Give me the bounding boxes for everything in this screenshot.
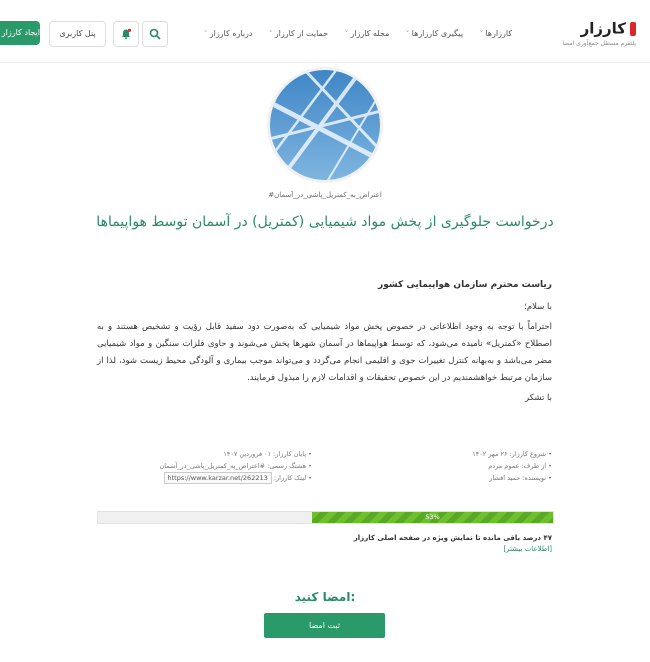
- logo-name: کارزار: [580, 19, 626, 38]
- submit-signature-button[interactable]: ثبت امضا: [264, 613, 385, 638]
- petition-meta: [97, 448, 552, 498]
- meta-official-hashtag[interactable]: • هشتگ رسمی: #اعتراض_به_کمتریل_پاشی_در_آسمان: [159, 462, 312, 470]
- meta-author: • نویسنده: حمید افشار: [489, 474, 552, 482]
- meta-end-date: • پایان کارزار: ۰۱ فروردین ۱۴۰۷: [223, 450, 312, 458]
- petition-closing: با تشکر: [525, 393, 552, 403]
- progress-remaining-text: ۴۷ درصد باقی مانده تا نمایش ویژه در صفحه اصلی کارزار: [353, 534, 552, 542]
- nav-item-followup[interactable]: پیگیری کارزارها ˅: [406, 29, 463, 38]
- nav-item-about[interactable]: درباره کارزار ˅: [204, 29, 252, 38]
- create-petition-button[interactable]: ایجاد کارزار: [0, 21, 40, 45]
- bell-icon: [120, 28, 132, 40]
- petition-hashtag[interactable]: #اعتراض_به_کمتریل_پاشی_در_آسمان: [268, 191, 382, 199]
- meta-start-date: • شروع کارزار: ۲۶ مهر ۱۴۰۲: [472, 450, 552, 458]
- nav-item-petitions[interactable]: کارزارها ˅: [480, 29, 512, 38]
- top-navigation-bar: [0, 0, 650, 63]
- notifications-button[interactable]: [113, 21, 139, 47]
- sign-heading: امضا کنید:: [294, 590, 356, 604]
- progress-caption: [97, 533, 552, 555]
- petition-body: [97, 277, 552, 407]
- meta-link: • لینک کارزار: https://www.karzar.net/262213: [97, 472, 312, 484]
- search-icon: [149, 28, 161, 40]
- meta-column-left: [97, 448, 312, 484]
- petition-image: [270, 70, 380, 180]
- search-button[interactable]: [142, 21, 168, 47]
- user-panel-button[interactable]: پنل کاربری: [49, 21, 106, 47]
- logo-tagline: پلتفرم مستقل جمع‌آوری امضا: [562, 39, 636, 47]
- petition-text: احتراماً با توجه به وجود اطلاعاتی در خصوص پخش مواد شیمیایی که به‌صورت دود سفید قابل رؤیت و تشخیص هستند و به اصطلاح «کمتریل» نامیده می‌شود، که توسط هواپیماها در آسمان شهرها پخش می‌شوند و حاوی فلزات سنگین و مواد شیمیایی مضر می‌باشد و به‌بهانه کنترل تغییرات جوی و اقلیمی انجام می‌گردد و می‌تواند موجب بیماری و آلودگی محیط زیست شود، لذا از سازمان مرتبط خواهشمندیم در این خصوص تحقیقات و اقدامات لازم را مبذول فرمایند.: [97, 322, 552, 383]
- progress-fill: 53%: [312, 512, 553, 523]
- petition-greeting: با سلام؛: [524, 302, 552, 312]
- logo-mark-icon: [630, 22, 636, 36]
- more-info-link[interactable]: [اطلاعات بیشتر]: [503, 545, 552, 553]
- petition-recipient: ریاست محترم سازمان هواپیمایی کشور: [378, 280, 552, 290]
- signature-progress-bar: [97, 511, 554, 524]
- petition-title: درخواست جلوگیری از پخش مواد شیمیایی (کمتریل) در آسمان توسط هواپیماها: [96, 214, 554, 230]
- nav-item-support[interactable]: حمایت از کارزار ˅: [269, 29, 328, 38]
- nav-item-magazine[interactable]: مجله کارزار ˅: [345, 29, 390, 38]
- meta-from: • از طرف: عموم مردم: [488, 462, 552, 470]
- petition-link-field[interactable]: https://www.karzar.net/262213: [164, 472, 272, 484]
- meta-column-right: [472, 448, 552, 484]
- site-logo[interactable]: [562, 18, 636, 47]
- main-nav: [190, 29, 512, 38]
